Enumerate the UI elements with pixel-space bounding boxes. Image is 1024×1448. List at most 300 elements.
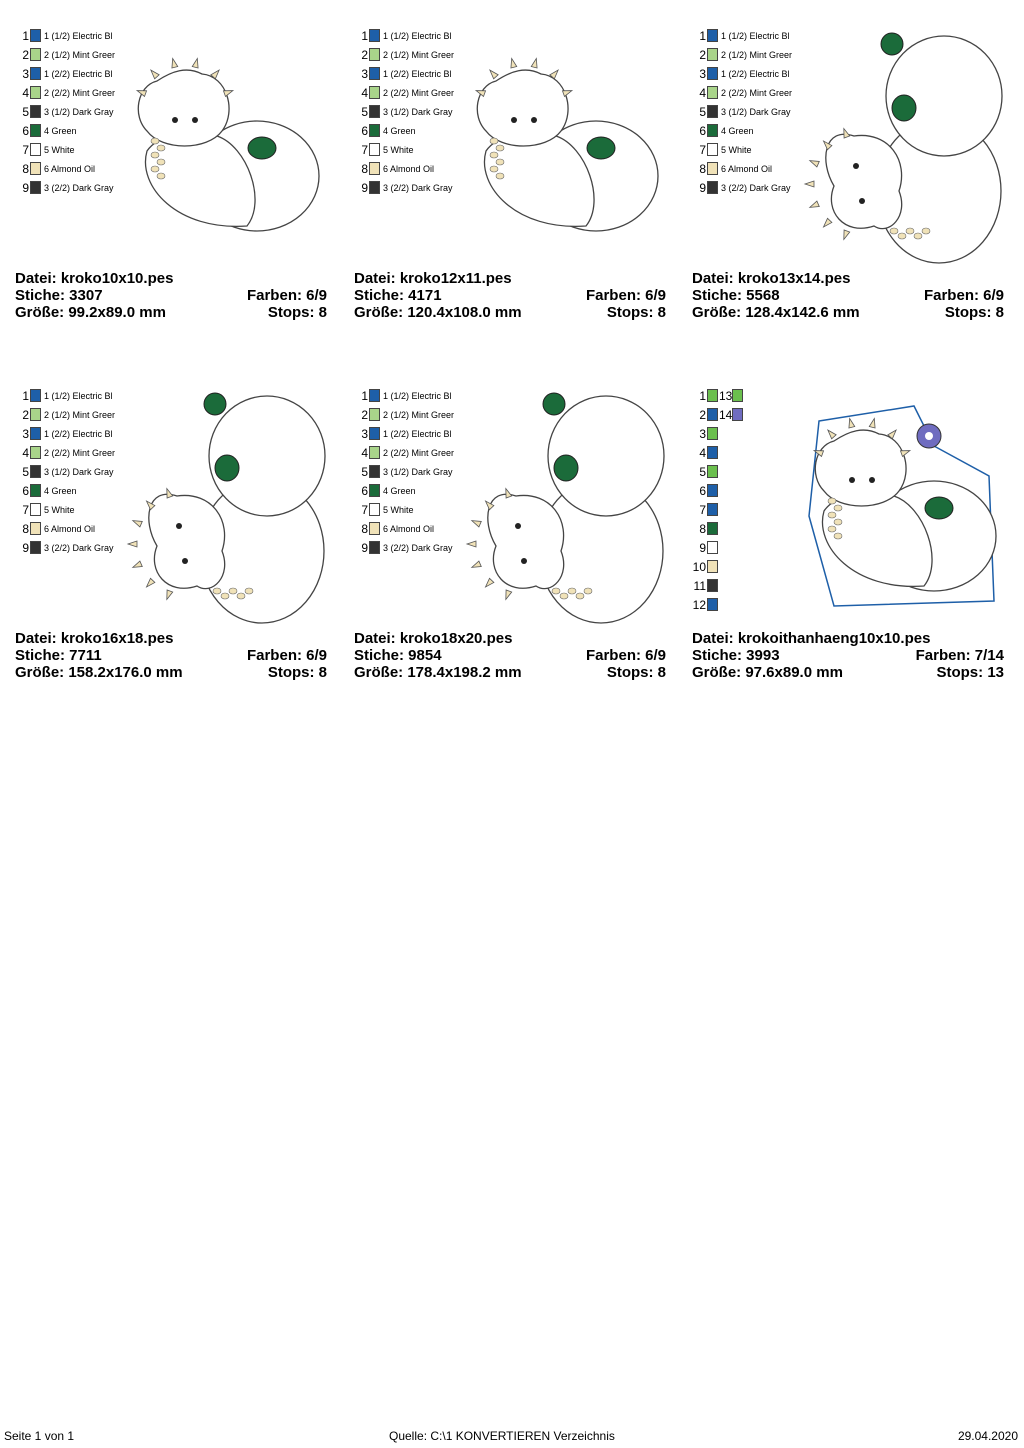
legend-color-name: 1 (2/2) Electric Bl (383, 68, 452, 79)
file-name: Datei: kroko10x10.pes (15, 270, 174, 287)
color-swatch (707, 48, 718, 61)
legend-row (354, 178, 455, 197)
color-swatch (369, 503, 380, 516)
legend-color-name: 5 White (44, 504, 75, 515)
legend-number: 6 (361, 483, 368, 498)
color-swatch (707, 181, 718, 194)
legend-row (15, 405, 116, 424)
color-count: Farben: 6/9 (585, 647, 666, 664)
color-swatch (369, 48, 380, 61)
legend-row (354, 83, 455, 102)
stitch-count: Stiche: 3993 (692, 647, 780, 664)
stop-count: Stops: 8 (267, 664, 327, 681)
color-swatch (707, 29, 718, 42)
color-swatch (369, 465, 380, 478)
legend-row (692, 481, 718, 500)
spike (133, 561, 142, 567)
scale-dot (890, 228, 898, 234)
scale-dot (496, 145, 504, 151)
legend-row (354, 443, 455, 462)
legend-number: 8 (361, 521, 368, 536)
legend-number: 2 (699, 47, 706, 62)
scale-dot (157, 159, 165, 165)
legend-number: 2 (699, 407, 706, 422)
legend-number: 4 (22, 85, 29, 100)
legend-row (692, 557, 718, 576)
nostril (892, 95, 916, 121)
spike (472, 521, 481, 527)
legend-number: 9 (699, 540, 706, 555)
color-swatch (707, 465, 718, 478)
scale-dot (245, 588, 253, 594)
stitch-count: Stiche: 7711 (15, 647, 102, 664)
file-name: Datei: kroko13x14.pes (692, 270, 851, 287)
design-size: Größe: 97.6x89.0 mm (692, 664, 843, 681)
spike (511, 59, 517, 68)
spike (506, 489, 512, 498)
legend-color-name: 2 (1/2) Mint Greer (721, 49, 793, 60)
hanger-hole (925, 432, 933, 440)
legend-color-name: 1 (1/2) Electric Bl (44, 30, 113, 41)
legend-color-name: 1 (1/2) Electric Bl (721, 30, 790, 41)
spike (192, 59, 198, 68)
eye-right (859, 198, 865, 204)
legend-number: 5 (361, 104, 368, 119)
color-swatch (369, 181, 380, 194)
legend-row (15, 538, 116, 557)
legend-color-name: 2 (1/2) Mint Greer (44, 409, 116, 420)
eye-left (176, 523, 182, 529)
color-swatch (707, 86, 718, 99)
spike (151, 70, 159, 79)
design-size: Größe: 158.2x176.0 mm (15, 664, 183, 681)
legend-row (692, 386, 743, 405)
color-swatch (30, 503, 41, 516)
color-swatch (369, 86, 380, 99)
legend-row (15, 178, 116, 197)
color-swatch (30, 162, 41, 175)
legend-number: 1 (361, 388, 368, 403)
design-card (692, 386, 1004, 686)
design-preview (456, 386, 666, 626)
color-swatch (369, 67, 380, 80)
color-swatch (369, 541, 380, 554)
file-line (354, 630, 666, 647)
spike (167, 489, 173, 498)
legend-number: 7 (361, 502, 368, 517)
legend-color-name: 3 (2/2) Dark Gray (44, 542, 114, 553)
legend-number: 1 (699, 28, 706, 43)
page-number: Seite 1 von 1 (4, 1429, 75, 1443)
design-preview (117, 26, 327, 266)
scale-dot (157, 145, 165, 151)
legend-color-name: 2 (1/2) Mint Greer (44, 49, 116, 60)
file-name: Datei: krokoithanhaeng10x10.pes (692, 630, 931, 647)
stop-count: Stops: 8 (267, 304, 327, 321)
design-info (15, 630, 327, 681)
legend-row (354, 424, 455, 443)
legend-number: 5 (22, 104, 29, 119)
color-swatch (369, 162, 380, 175)
stitch-count: Stiche: 5568 (692, 287, 780, 304)
eye-right (521, 558, 527, 564)
nostril (587, 137, 615, 159)
design-card (692, 26, 1004, 326)
legend-number: 1 (699, 388, 706, 403)
scale-dot (834, 533, 842, 539)
crocodile-design (137, 59, 319, 231)
crocodile-design (467, 393, 664, 623)
scale-dot (490, 138, 498, 144)
legend-row (354, 405, 455, 424)
scale-dot (221, 593, 229, 599)
legend-number: 7 (699, 142, 706, 157)
color-swatch (30, 86, 41, 99)
nostril-top (881, 33, 903, 55)
legend-row (15, 424, 116, 443)
head (488, 494, 564, 588)
stitch-line (692, 287, 1004, 304)
color-swatch (30, 67, 41, 80)
legend-row (692, 45, 793, 64)
legend-number: 9 (22, 180, 29, 195)
color-swatch (707, 105, 718, 118)
legend-row (15, 519, 116, 538)
design-info (692, 270, 1004, 321)
eye-right (869, 477, 875, 483)
scale-dot (552, 588, 560, 594)
legend-row (692, 64, 793, 83)
legend-number: 3 (361, 426, 368, 441)
legend-color-name: 2 (2/2) Mint Greer (383, 447, 455, 458)
color-swatch (707, 427, 718, 440)
color-swatch (30, 105, 41, 118)
legend-color-name: 3 (2/2) Dark Gray (383, 182, 453, 193)
legend-number: 9 (22, 540, 29, 555)
stitch-line (354, 287, 666, 304)
legend-row (692, 26, 793, 45)
size-line (354, 664, 666, 681)
design-size: Größe: 99.2x89.0 mm (15, 304, 166, 321)
legend-color-name: 1 (1/2) Electric Bl (44, 390, 113, 401)
stitch-line (692, 647, 1004, 664)
source-path: Quelle: C:\1 KONVERTIEREN Verzeichnis (389, 1429, 615, 1443)
scale-dot (834, 505, 842, 511)
legend-row (354, 26, 455, 45)
design-info (15, 270, 327, 321)
legend-row (354, 45, 455, 64)
legend-number: 4 (361, 85, 368, 100)
legend-color-name: 3 (1/2) Dark Gray (383, 106, 453, 117)
legend-number: 14 (719, 407, 733, 422)
color-swatch (732, 389, 743, 402)
stop-count: Stops: 8 (606, 664, 666, 681)
stop-count: Stops: 13 (936, 664, 1004, 681)
legend-number: 3 (361, 66, 368, 81)
legend-number: 6 (22, 483, 29, 498)
legend-number: 4 (22, 445, 29, 460)
legend-number: 1 (22, 28, 29, 43)
legend-number: 7 (699, 502, 706, 517)
crocodile-design (805, 33, 1002, 263)
design-size: Größe: 178.4x198.2 mm (354, 664, 522, 681)
spike (223, 91, 232, 97)
eye-left (515, 523, 521, 529)
color-swatch (707, 67, 718, 80)
legend-row (692, 121, 793, 140)
head (149, 494, 225, 588)
legend-number: 2 (361, 47, 368, 62)
scale-dot (496, 173, 504, 179)
legend-color-name: 6 Almond Oil (383, 163, 435, 174)
nostril-top (543, 393, 565, 415)
crocodile-design (476, 59, 658, 231)
size-line (692, 304, 1004, 321)
legend-number: 9 (361, 540, 368, 555)
color-count: Farben: 6/9 (246, 287, 327, 304)
legend-number: 8 (699, 161, 706, 176)
design-card (15, 386, 327, 686)
legend-row (692, 538, 718, 557)
color-swatch (30, 522, 41, 535)
file-name: Datei: kroko18x20.pes (354, 630, 513, 647)
legend-row (354, 121, 455, 140)
legend-row (692, 178, 793, 197)
legend-color-name: 6 Almond Oil (44, 523, 96, 534)
nostril-top (204, 393, 226, 415)
legend-color-name: 5 White (383, 144, 414, 155)
legend-row (15, 26, 116, 45)
design-card (354, 386, 666, 686)
spike (486, 578, 494, 587)
legend-color-name: 3 (2/2) Dark Gray (721, 182, 791, 193)
legend-number: 9 (361, 180, 368, 195)
print-date: 29.04.2020 (957, 1429, 1018, 1443)
legend-color-name: 3 (1/2) Dark Gray (44, 106, 114, 117)
legend-row (692, 576, 718, 595)
legend-row (15, 121, 116, 140)
legend-color-name: 2 (1/2) Mint Greer (383, 49, 455, 60)
color-count: Farben: 6/9 (585, 287, 666, 304)
legend-number: 8 (699, 521, 706, 536)
scale-dot (898, 233, 906, 239)
legend-number: 1 (22, 388, 29, 403)
stitch-count: Stiche: 4171 (354, 287, 442, 304)
size-line (15, 664, 327, 681)
legend-number: 8 (22, 521, 29, 536)
legend-row (354, 159, 455, 178)
color-swatch (707, 408, 718, 421)
legend-color-name: 3 (2/2) Dark Gray (383, 542, 453, 553)
spike (824, 218, 832, 227)
legend-row (354, 64, 455, 83)
legend-row (15, 64, 116, 83)
legend-color-name: 2 (2/2) Mint Greer (383, 87, 455, 98)
legend-number: 5 (699, 464, 706, 479)
legend-number: 8 (361, 161, 368, 176)
legend-color-name: 4 Green (383, 485, 416, 496)
color-swatch (707, 162, 718, 175)
legend-row (692, 462, 718, 481)
legend-row (692, 500, 718, 519)
legend-number: 3 (699, 426, 706, 441)
legend-number: 12 (692, 597, 706, 612)
color-swatch (30, 124, 41, 137)
stitch-count: Stiche: 9854 (354, 647, 442, 664)
design-info (354, 630, 666, 681)
legend-row (692, 595, 718, 614)
spike (472, 561, 481, 567)
scale-dot (584, 588, 592, 594)
spike (467, 541, 476, 547)
legend-row (692, 424, 718, 443)
legend-color-name: 3 (1/2) Dark Gray (44, 466, 114, 477)
legend-row (15, 462, 116, 481)
design-card (15, 26, 327, 326)
head (477, 70, 568, 146)
legend-color-name: 4 Green (383, 125, 416, 136)
legend-number: 4 (699, 445, 706, 460)
legend-number: 6 (699, 123, 706, 138)
scale-dot (560, 593, 568, 599)
stop-count: Stops: 8 (606, 304, 666, 321)
legend-number: 9 (699, 180, 706, 195)
design-preview (456, 26, 666, 266)
color-count: Farben: 6/9 (923, 287, 1004, 304)
legend-row (692, 140, 793, 159)
color-swatch (707, 484, 718, 497)
legend-number: 5 (699, 104, 706, 119)
spike (128, 541, 137, 547)
color-swatch (707, 579, 718, 592)
file-line (692, 630, 1004, 647)
legend-color-name: 2 (2/2) Mint Greer (44, 447, 116, 458)
legend-number: 5 (361, 464, 368, 479)
color-swatch (369, 484, 380, 497)
color-swatch (30, 408, 41, 421)
legend-number: 2 (22, 47, 29, 62)
eye-right (192, 117, 198, 123)
color-swatch (369, 143, 380, 156)
design-info (354, 270, 666, 321)
legend-row (15, 45, 116, 64)
color-swatch (707, 503, 718, 516)
eye-left (511, 117, 517, 123)
legend-color-name: 2 (1/2) Mint Greer (383, 409, 455, 420)
legend-color-name: 6 Almond Oil (44, 163, 96, 174)
color-swatch (30, 541, 41, 554)
stitch-line (15, 647, 327, 664)
scale-dot (834, 519, 842, 525)
nostril (925, 497, 953, 519)
color-swatch (707, 446, 718, 459)
color-swatch (707, 143, 718, 156)
head (826, 134, 902, 228)
design-size: Größe: 120.4x108.0 mm (354, 304, 522, 321)
legend-number: 3 (22, 66, 29, 81)
design-card (354, 26, 666, 326)
color-swatch (369, 124, 380, 137)
legend-color-name: 6 Almond Oil (383, 523, 435, 534)
nostril (554, 455, 578, 481)
eye-left (853, 163, 859, 169)
legend-number: 13 (719, 388, 733, 403)
legend-color-name: 1 (1/2) Electric Bl (383, 30, 452, 41)
legend-number: 3 (699, 66, 706, 81)
color-count: Farben: 6/9 (246, 647, 327, 664)
design-preview (794, 26, 1004, 266)
scale-dot (151, 152, 159, 158)
scale-dot (229, 588, 237, 594)
legend-row (354, 481, 455, 500)
color-swatch (707, 560, 718, 573)
legend-color-name: 4 Green (44, 485, 77, 496)
legend-row (354, 102, 455, 121)
legend-row (15, 481, 116, 500)
legend-number: 8 (22, 161, 29, 176)
legend-color-name: 3 (1/2) Dark Gray (721, 106, 791, 117)
spike (844, 230, 850, 239)
legend-row (354, 519, 455, 538)
stitch-line (15, 287, 327, 304)
legend-color-name: 5 White (383, 504, 414, 515)
color-swatch (369, 29, 380, 42)
file-name: Datei: kroko12x11.pes (354, 270, 512, 287)
color-swatch (732, 408, 743, 421)
legend-row (354, 140, 455, 159)
scale-dot (828, 498, 836, 504)
scale-dot (490, 166, 498, 172)
spike (490, 70, 498, 79)
scale-dot (496, 159, 504, 165)
legend-row (15, 386, 116, 405)
scale-dot (568, 588, 576, 594)
legend-number: 4 (361, 445, 368, 460)
color-swatch (30, 484, 41, 497)
spike (506, 590, 512, 599)
color-swatch (30, 389, 41, 402)
color-swatch (707, 124, 718, 137)
legend-color-name: 1 (2/2) Electric Bl (44, 428, 113, 439)
design-preview (794, 386, 1004, 626)
scale-dot (237, 593, 245, 599)
legend-row (15, 159, 116, 178)
file-line (15, 630, 327, 647)
legend-color-name: 2 (2/2) Mint Greer (44, 87, 116, 98)
legend-color-name: 4 Green (721, 125, 754, 136)
legend-number: 3 (22, 426, 29, 441)
legend-number: 6 (22, 123, 29, 138)
legend-row (15, 443, 116, 462)
color-swatch (707, 389, 718, 402)
legend-number: 1 (361, 28, 368, 43)
legend-number: 6 (361, 123, 368, 138)
size-line (692, 664, 1004, 681)
eye-right (182, 558, 188, 564)
legend-number: 10 (692, 559, 706, 574)
legend-number: 11 (693, 578, 706, 593)
color-swatch (369, 427, 380, 440)
legend-row (15, 500, 116, 519)
legend-color-name: 3 (2/2) Dark Gray (44, 182, 114, 193)
scale-dot (151, 138, 159, 144)
scale-dot (828, 512, 836, 518)
legend-row (692, 405, 743, 424)
spike (167, 590, 173, 599)
color-swatch (30, 465, 41, 478)
legend-row (692, 443, 718, 462)
color-swatch (707, 541, 718, 554)
